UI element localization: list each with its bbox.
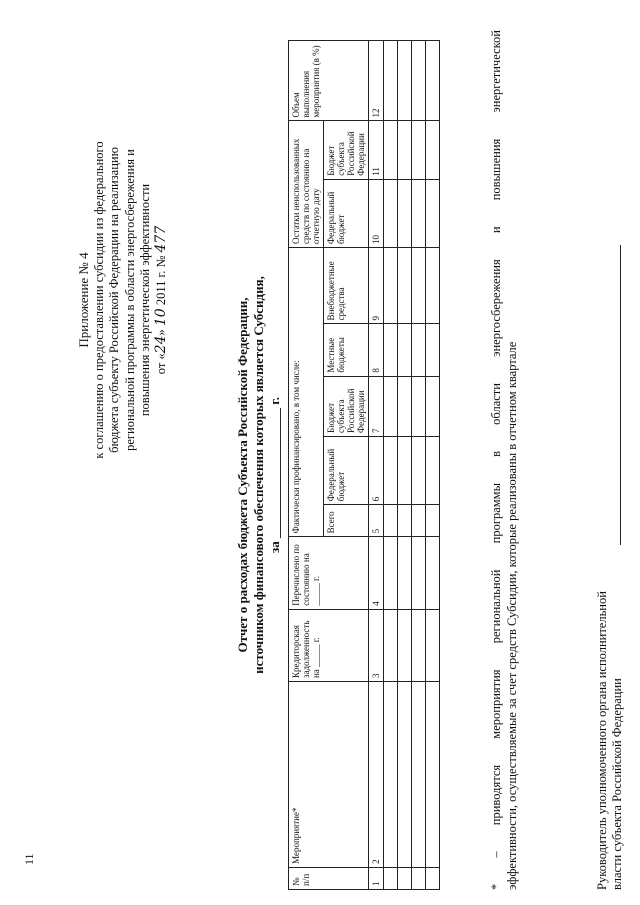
table-cell (426, 324, 440, 376)
table-cell (426, 248, 440, 324)
table-cell (412, 436, 426, 504)
page-number: 11 (22, 853, 36, 865)
signature-line-2: власти субъекта Российской Федерации (610, 678, 624, 890)
title-line-2: источником финансового обеспечения которых является Субсидия, (251, 276, 266, 674)
hdr-transferred: Перечислено по состоянию на _____ г. (289, 537, 369, 609)
table-cell (426, 609, 440, 681)
hdr-num: № п/п (289, 867, 369, 889)
table-cell (412, 609, 426, 681)
hdr-federal: Федеральный бюджет (324, 436, 369, 504)
column-number-row (369, 41, 384, 890)
hdr-volume: Объем выполнения мероприятия (в %) (289, 41, 369, 121)
table-cell (384, 537, 398, 609)
table-cell (398, 867, 412, 889)
col-num-9: 9 (369, 248, 384, 324)
table-cell (412, 121, 426, 179)
annex-block (76, 135, 169, 465)
col-num-3: 3 (369, 609, 384, 681)
table-cell (398, 436, 412, 504)
col-num-6: 6 (369, 436, 384, 504)
table-cell (384, 121, 398, 179)
table-cell (426, 867, 440, 889)
hdr-total: Всего (324, 505, 369, 537)
table-cell (412, 41, 426, 121)
table-cell (384, 505, 398, 537)
table-cell (384, 682, 398, 868)
table-cell (412, 248, 426, 324)
table-cell (412, 867, 426, 889)
col-num-7: 7 (369, 376, 384, 436)
hdr-rem-federal: Федеральный бюджет (324, 179, 369, 247)
footnote-line-1: * – приводятся мероприятия региональной программы в области энергосбережения и повышения энергетической (489, 30, 503, 890)
table-cell (398, 121, 412, 179)
hdr-financed: Фактически профинансировано, в том числе: (289, 248, 324, 537)
table-cell (426, 436, 440, 504)
table-row (398, 41, 412, 890)
table-cell (398, 41, 412, 121)
table-cell (384, 376, 398, 436)
col-num-1: 1 (369, 867, 384, 889)
table-cell (426, 682, 440, 868)
table-cell (398, 682, 412, 868)
date-day: 24 (152, 335, 169, 354)
date-number: 477 (152, 225, 169, 253)
table-cell (398, 537, 412, 609)
table-cell (426, 121, 440, 179)
date-month: 10 (152, 308, 169, 327)
hdr-credit: Кредиторская задолженность на _____ г. (289, 609, 369, 681)
table-cell (426, 537, 440, 609)
col-num-4: 4 (369, 537, 384, 609)
annex-date (154, 135, 170, 465)
hdr-extra: Внебюджетные средства (324, 248, 369, 324)
table-cell (384, 867, 398, 889)
col-num-12: 12 (369, 41, 384, 121)
hdr-rem-subject: Бюджет субъекта Российской Федерации (324, 121, 369, 179)
table-cell (398, 179, 412, 247)
table-cell (398, 324, 412, 376)
table-cell (384, 41, 398, 121)
hdr-subject: Бюджет субъекта Российской Федерации (324, 376, 369, 436)
table-cell (412, 376, 426, 436)
footnote-line-2: эффективности, осуществляемые за счет средств Субсидии, которые реализованы в отчетном квартале (505, 341, 519, 890)
table-cell (384, 179, 398, 247)
footnote (488, 30, 520, 890)
col-num-10: 10 (369, 179, 384, 247)
hdr-local: Местные бюджеты (324, 324, 369, 376)
col-num-8: 8 (369, 324, 384, 376)
table-cell (412, 682, 426, 868)
report-table (288, 40, 440, 890)
table-cell (412, 324, 426, 376)
table-cell (384, 248, 398, 324)
table-cell (426, 376, 440, 436)
report-title (235, 195, 283, 755)
hdr-remains: Остатки неиспользованных средств по состоянию на отчетную дату (289, 121, 324, 248)
table-cell (398, 248, 412, 324)
table-cell (384, 609, 398, 681)
date-mid: » (153, 326, 168, 336)
header-row-1 (289, 41, 324, 890)
signature-block (595, 591, 625, 890)
col-num-2: 2 (369, 682, 384, 868)
table-cell (398, 376, 412, 436)
table-cell (426, 505, 440, 537)
table-cell (398, 609, 412, 681)
annex-text: к соглашению о предоставлении субсидии из федерального бюджета субъекту Российской Федерации на реализацию региональной программы в области энергосбережения и повышения энергетической эффективности (91, 141, 152, 459)
table-cell (384, 324, 398, 376)
table-cell (412, 505, 426, 537)
signature-line-1: Руководитель уполномоченного органа исполнительной (595, 591, 609, 890)
title-line-1: Отчет о расходах бюджета Субъекта Российской Федерации, (235, 297, 250, 653)
annex-number: Приложение № 4 (76, 252, 91, 348)
table-cell (412, 179, 426, 247)
table-cell (384, 436, 398, 504)
table-cell (398, 505, 412, 537)
table-cell (426, 41, 440, 121)
date-year: 2011 г. № (153, 252, 168, 309)
signature-underline (620, 245, 621, 545)
hdr-event: Мероприятие* (289, 682, 369, 868)
table-cell (426, 179, 440, 247)
col-num-11: 11 (369, 121, 384, 179)
table-row (412, 41, 426, 890)
table-row (384, 41, 398, 890)
table-cell (412, 537, 426, 609)
col-num-5: 5 (369, 505, 384, 537)
title-period: за ____________________ г. (267, 397, 282, 553)
date-prefix: от « (153, 353, 168, 375)
table-row (426, 41, 440, 890)
